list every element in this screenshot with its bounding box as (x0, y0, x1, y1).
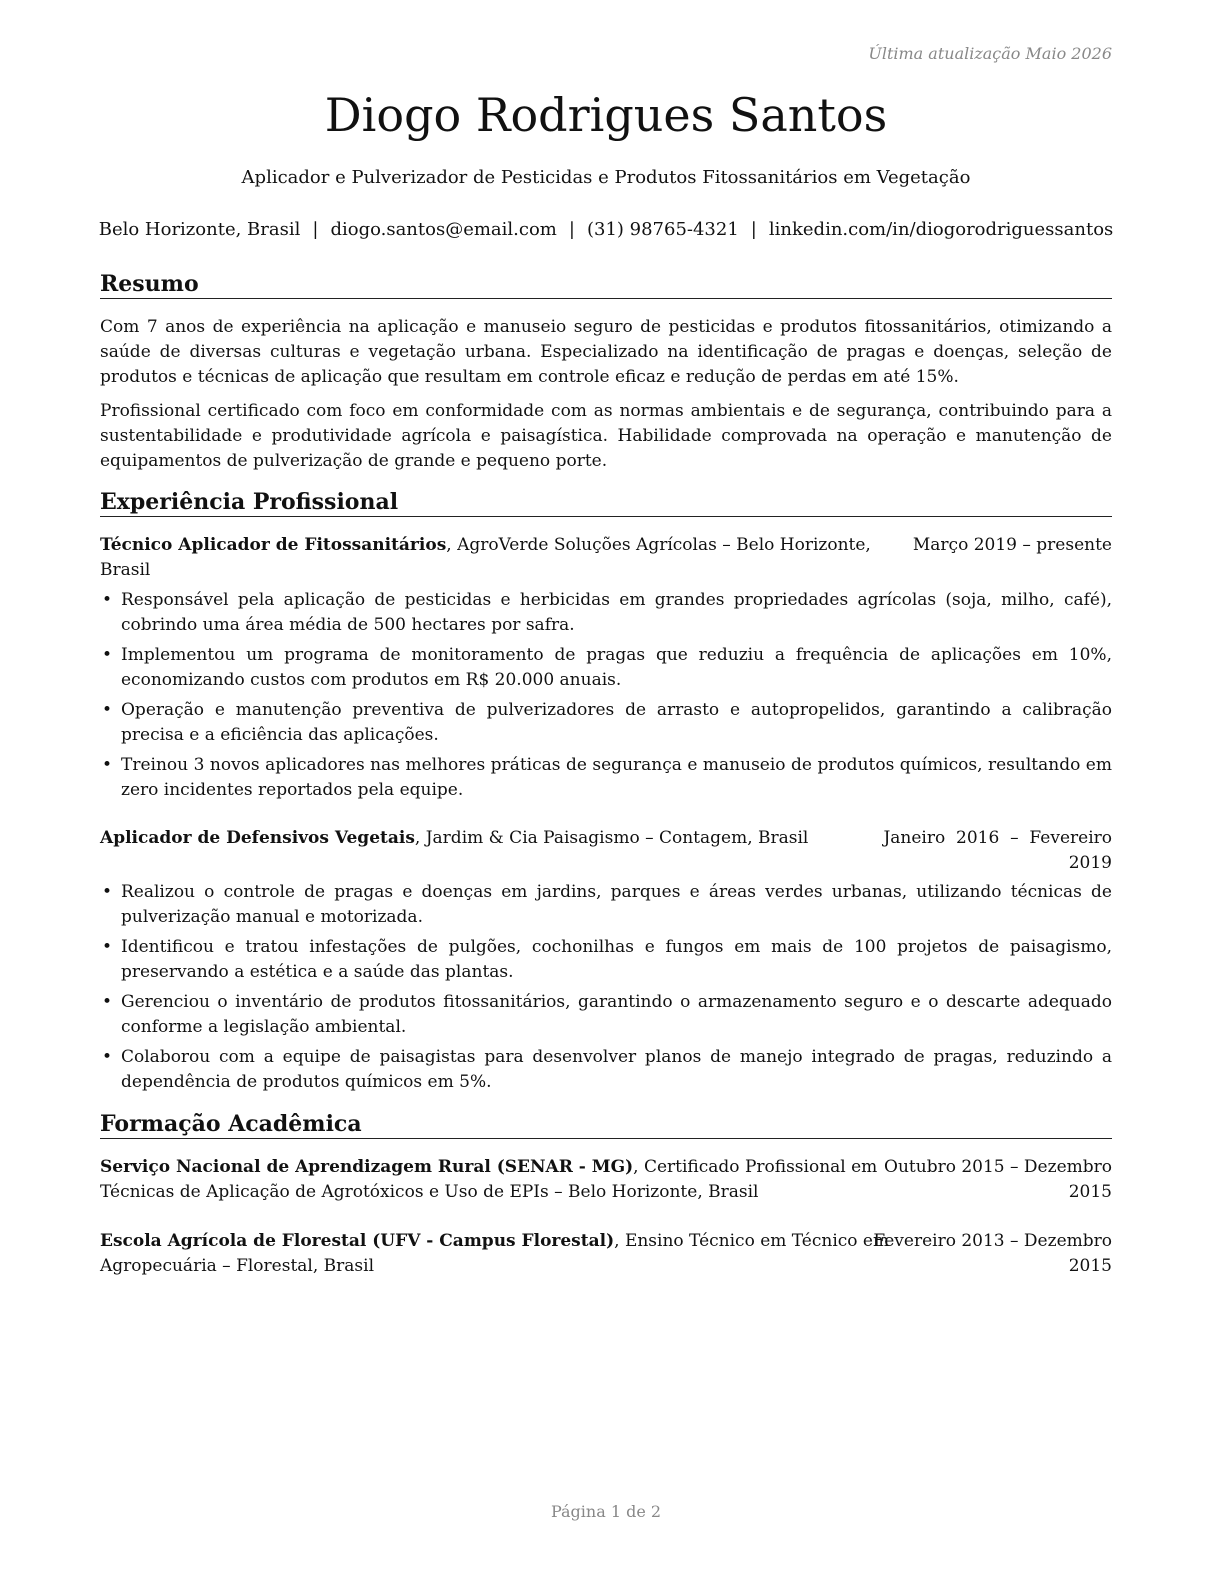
job-dates-end: 2019 (1068, 853, 1112, 873)
contact-phone: (31) 98765-4321 (586, 219, 739, 240)
education-dates (873, 1229, 1112, 1279)
list-item: • Treinou 3 novos aplicadores nas melhores práticas de segurança e manuseio de produtos químicos, resultando em zero incidentes reportados pela equipe. (100, 753, 1112, 803)
education-dates (884, 1155, 1112, 1205)
education-dates-end: 2015 (1068, 1182, 1112, 1202)
list-item: • Implementou um programa de monitoramento de pragas que reduziu a frequência de aplicações em 10%, economizando custos com produtos em R$ 20.000 anuais. (100, 643, 1112, 693)
job-dates-start: Janeiro 2016 – Fevereiro (883, 828, 1112, 848)
separator: | (312, 219, 319, 240)
job-title: Aplicador e Pulverizador de Pesticidas e Produtos Fitossanitários em Vegetação (241, 167, 971, 188)
list-item: • Operação e manutenção preventiva de pulverizadores de arrasto e autopropelidos, garantindo a calibração precisa e a eficiência das aplicações. (100, 698, 1112, 748)
job-bullets (100, 588, 1112, 808)
separator: | (568, 219, 575, 240)
job-role: Aplicador de Defensivos Vegetais (100, 828, 415, 848)
job-bullets (100, 880, 1112, 1100)
education-item (100, 1229, 1112, 1279)
education-item (100, 1155, 1112, 1205)
summary-paragraph: Profissional certificado com foco em conformidade com as normas ambientais e de segurança, contribuindo para a sustentabilidade e produtividade agrícola e paisagística. Habilidade comprovada na operação e manutenção de equipamentos de pulverização de grande e pequeno porte. (100, 401, 1112, 471)
job-dates: Março 2019 – presente (912, 535, 1112, 555)
summary-paragraph: Com 7 anos de experiência na aplicação e manuseio seguro de pesticidas e produtos fitossanitários, otimizando a saúde de diversas culturas e vegetação urbana. Especializado na identificação de pragas e doenças, seleção de produtos e técnicas de aplicação que resultam em controle eficaz e redução de perdas em até 15%. (100, 317, 1112, 387)
education-institution: Escola Agrícola de Florestal (UFV - Campus Florestal) (100, 1231, 615, 1251)
page-number: Página 1 de 2 (550, 1502, 662, 1521)
education-detail-cont: Agropecuária – Florestal, Brasil (100, 1256, 375, 1276)
list-item: • Gerenciou o inventário de produtos fitossanitários, garantindo o armazenamento seguro e o descarte adequado conforme a legislação ambiental. (100, 990, 1112, 1040)
separator: | (750, 219, 757, 240)
contact-linkedin[interactable]: linkedin.com/in/diogorodriguessantos (768, 219, 1114, 240)
section-title-experience: Experiência Profissional (100, 489, 1112, 517)
section-title-summary: Resumo (100, 271, 1112, 299)
education-institution: Serviço Nacional de Aprendizagem Rural (SENAR - MG) (100, 1157, 634, 1177)
section-title-education: Formação Acadêmica (100, 1111, 1112, 1139)
list-item: • Realizou o controle de pragas e doenças em jardins, parques e áreas verdes urbanas, utilizando técnicas de pulverização manual e motorizada. (100, 880, 1112, 930)
contact-email[interactable]: diogo.santos@email.com (330, 219, 557, 240)
education-detail-cont: Técnicas de Aplicação de Agrotóxicos e Uso de EPIs – Belo Horizonte, Brasil (100, 1182, 759, 1202)
list-item: • Identificou e tratou infestações de pulgões, cochonilhas e fungos em mais de 100 projetos de paisagismo, preservando a estética e a saúde das plantas. (100, 935, 1112, 985)
education-dates-end: 2015 (1068, 1256, 1112, 1276)
list-item: • Responsável pela aplicação de pesticidas e herbicidas em grandes propriedades agrícolas (soja, milho, café), cobrindo uma área média de 500 hectares por safra. (100, 588, 1112, 638)
education-detail: , Certificado Profissional em (633, 1157, 878, 1177)
candidate-name: Diogo Rodrigues Santos (324, 88, 888, 142)
education-dates-start: Outubro 2015 – Dezembro (884, 1157, 1112, 1177)
education-dates-start: Fevereiro 2013 – Dezembro (873, 1231, 1112, 1251)
job-dates (883, 826, 1112, 876)
job-company-cont: Brasil (100, 560, 151, 580)
resume-page (100, 0, 1112, 1584)
list-item: • Colaborou com a equipe de paisagistas para desenvolver planos de manejo integrado de pragas, reduzindo a dependência de produtos químicos em 5%. (100, 1045, 1112, 1095)
last-updated: Última atualização Maio 2026 (868, 44, 1112, 63)
job-company: , AgroVerde Soluções Agrícolas – Belo Horizonte, (446, 535, 871, 555)
job-header (100, 826, 1112, 873)
job-company: , Jardim & Cia Paisagismo – Contagem, Brasil (414, 828, 809, 848)
job-role: Técnico Aplicador de Fitossanitários (100, 535, 447, 555)
job-header (100, 533, 1112, 583)
education-detail: , Ensino Técnico em Técnico em (614, 1231, 890, 1251)
contact-location: Belo Horizonte, Brasil (98, 219, 301, 240)
contact-line (90, 219, 1122, 240)
